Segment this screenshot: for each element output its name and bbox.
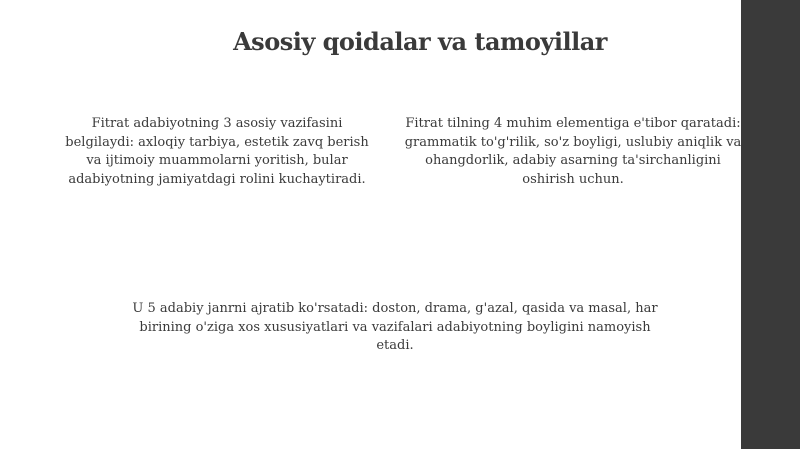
slide-title: Asosiy qoidalar va tamoyillar xyxy=(233,27,607,56)
paragraph-language-elements: Fitrat tilning 4 muhim elementiga e'tibor qaratadi: grammatik to'g'rilik, so'z boyligi, uslubiy aniqlik va ohangdorlik, adabiy asarning ta'sirchanligini oshirish uchun. xyxy=(404,116,742,187)
right-side-panel xyxy=(741,0,800,449)
paragraph-literature-tasks: Fitrat adabiyotning 3 asosiy vazifasini belgilaydi: axloqiy tarbiya, estetik zavq berish va ijtimoiy muammolarni yoritish, bular adabiyotning jamiyatdagi rolini kuchaytiradi. xyxy=(65,116,369,187)
paragraph-literary-genres: U 5 adabiy janrni ajratib ko'rsatadi: doston, drama, g'azal, qasida va masal, har birining o'ziga xos xususiyatlari va vazifalari adabiyotning boyligini namoyish etadi. xyxy=(132,301,658,353)
